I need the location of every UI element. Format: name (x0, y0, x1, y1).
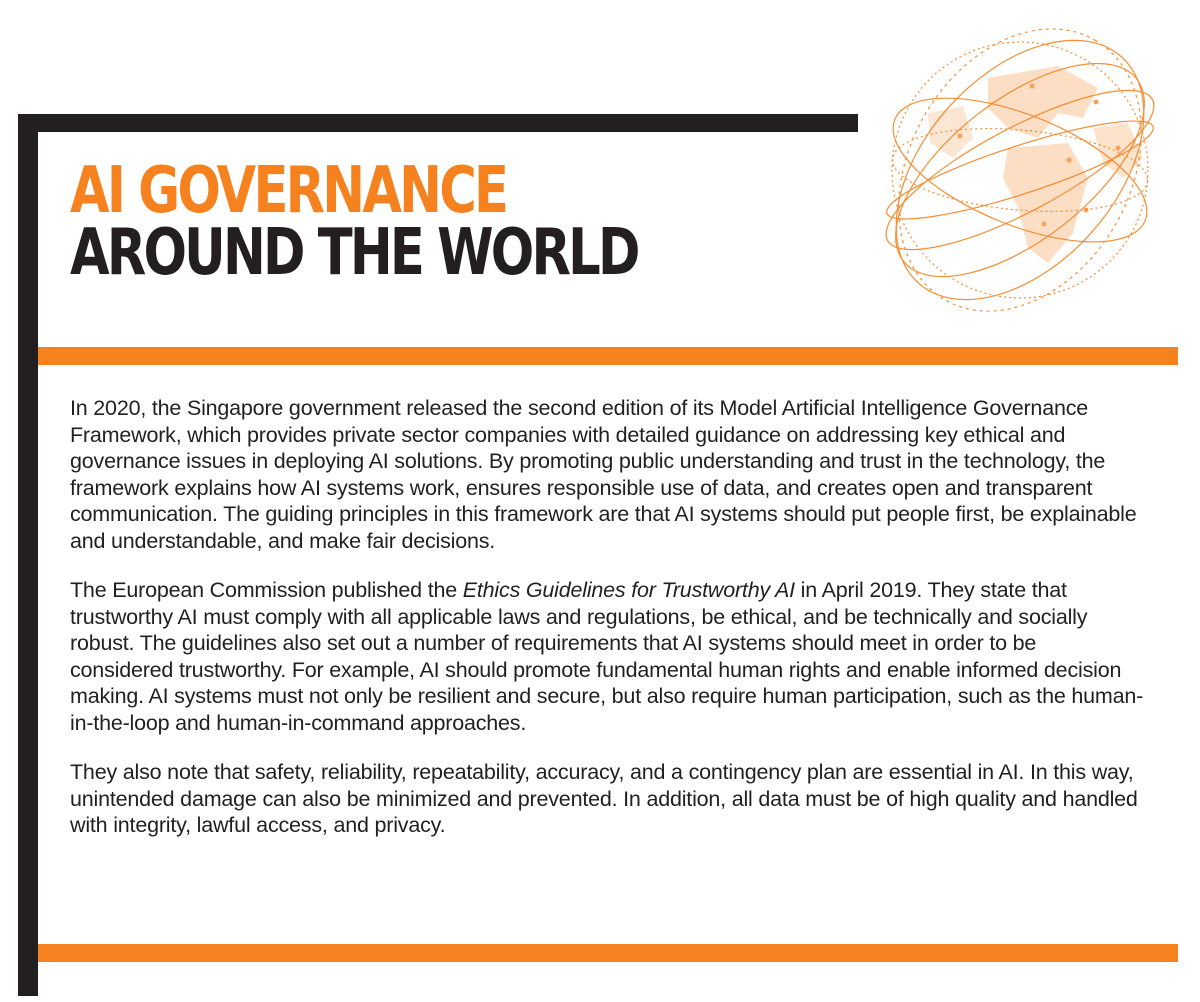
body-text (70, 395, 1145, 862)
orange-rule-bottom (38, 944, 1178, 962)
title-line-dark: AROUND THE WORLD (70, 216, 638, 290)
paragraph-singapore: In 2020, the Singapore government released the second edition of its Model Artificial Intelligence Governance Framework, which provides private sector companies with detailed guidance on addressing key ethical and governance issues in deploying AI solutions. By promoting public understanding and trust in the technology, the framework explains how AI systems work, ensures responsible use of data, and creates open and transparent communication. The guiding principles in this framework are that AI systems should put people first, be explainable and understandable, and make fair decisions. (70, 396, 1137, 553)
title-line-orange: AI GOVERNANCE (70, 154, 507, 228)
orange-rule-top (38, 347, 1178, 365)
paragraph-european-commission (70, 577, 1145, 736)
globe-icon (868, 18, 1178, 318)
frame-top-bar (18, 114, 858, 132)
paragraph-safety: They also note that safety, reliability, repeatability, accuracy, and a contingency plan are essential in AI. In this way, unintended damage can also be minimized and prevented. In addition, all data must be of high quality and handled with integrity, lawful access, and privacy. (70, 760, 1138, 837)
frame-left-bar (18, 114, 38, 996)
p2-text-before: The European Commission published the (70, 578, 463, 602)
guidelines-title: Ethics Guidelines for Trustworthy AI (462, 578, 795, 602)
page-title (70, 154, 780, 290)
p2-text-after: in April 2019. They state that trustworthy AI must comply with all applicable laws and regulations, be ethical, and be technically and socially robust. The guidelines also set out a number of requirements that AI systems should meet in order to be considered trustworthy. For example, AI should promote fundamental human rights and enable informed decision making. AI systems must not only be resilient and secure, but also require human participation, such as the human-in-the-loop and human-in-command approaches. (70, 578, 1144, 735)
